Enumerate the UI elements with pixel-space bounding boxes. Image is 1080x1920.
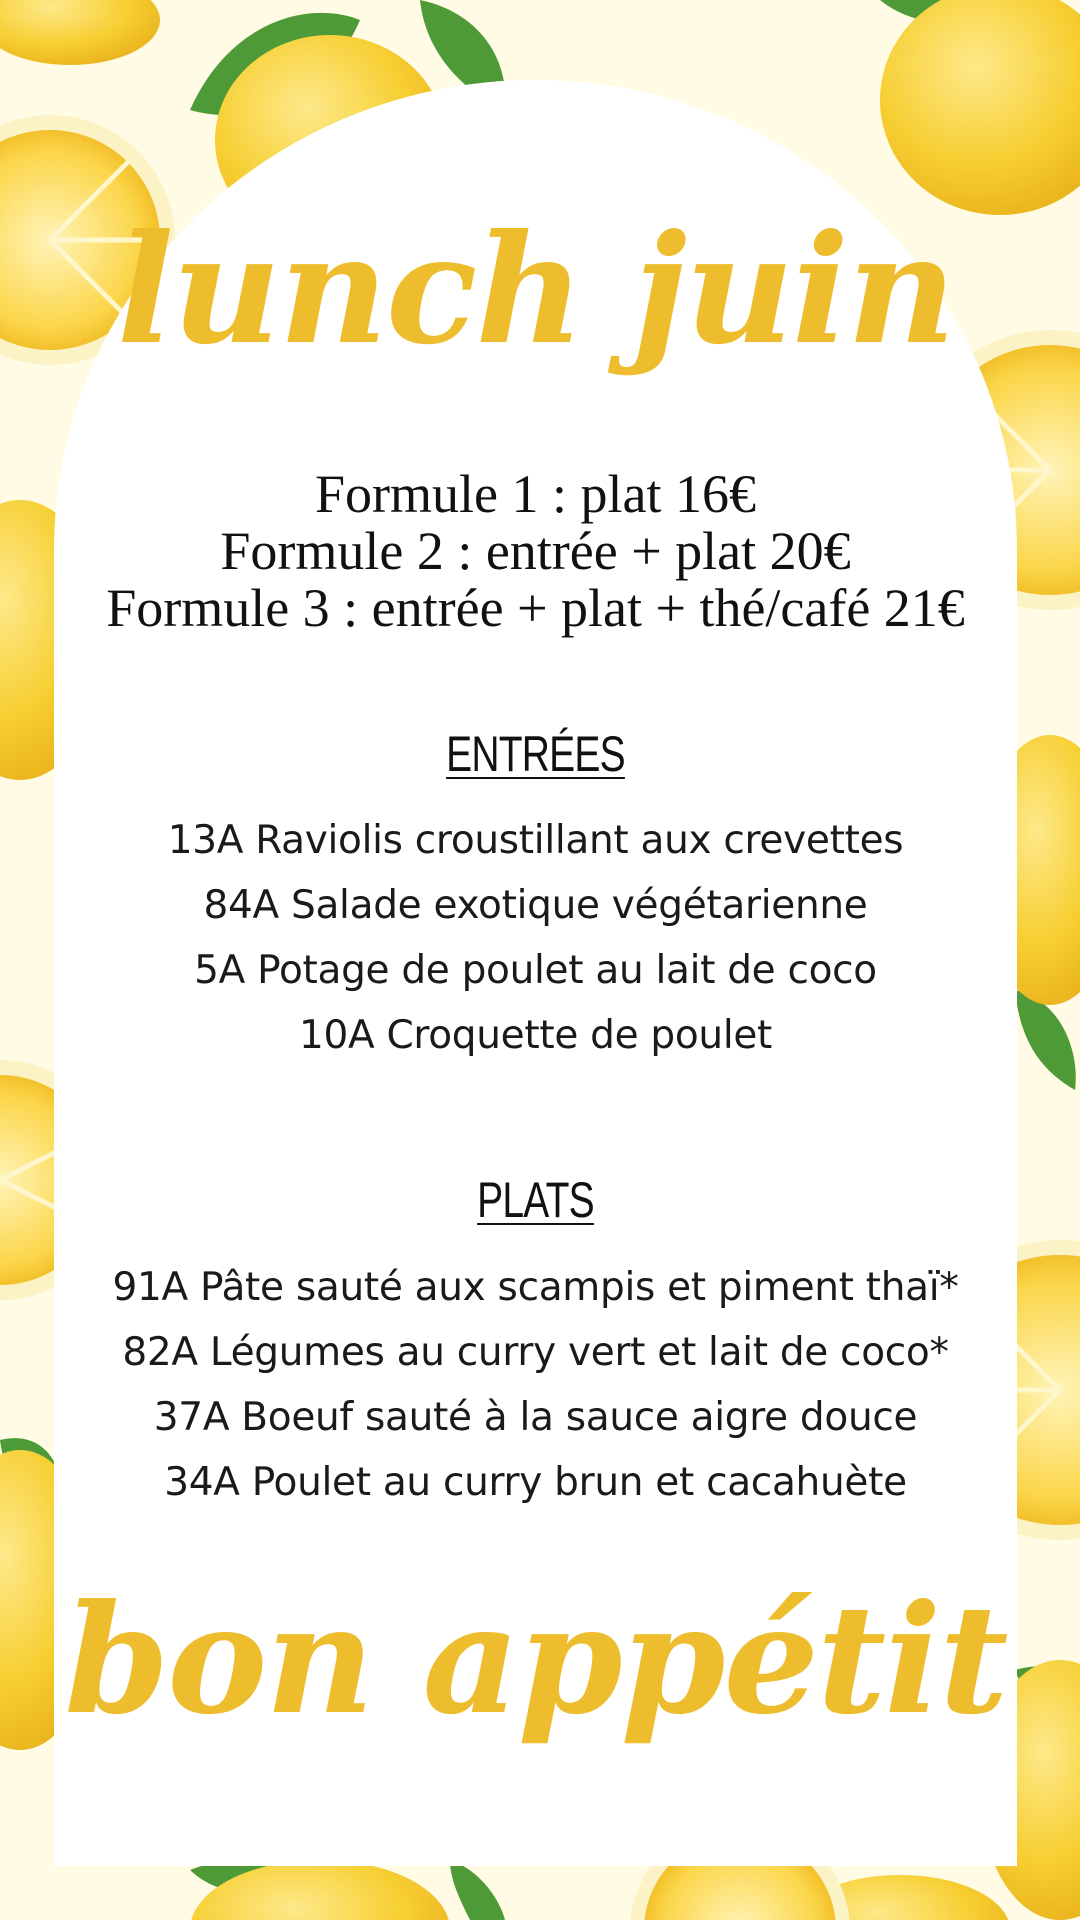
- menu-title: lunch juin: [116, 202, 955, 378]
- formula-item: Formule 2 : entrée + plat 20€: [220, 521, 851, 581]
- list-item: 82A Légumes au curry vert et lait de coco*: [122, 1330, 949, 1375]
- list-item: 84A Salade exotique végétarienne: [203, 883, 868, 928]
- list-item: 37A Boeuf sauté à la sauce aigre douce: [153, 1395, 918, 1440]
- entrees-heading: ENTRÉES: [446, 726, 625, 782]
- plats-heading: PLATS: [477, 1172, 594, 1228]
- plats-list: [54, 1255, 1017, 1515]
- formula-list: [54, 466, 1017, 637]
- list-item: 5A Potage de poulet au lait de coco: [194, 948, 877, 993]
- list-item: 10A Croquette de poulet: [298, 1013, 773, 1058]
- formula-item: Formule 1 : plat 16€: [315, 464, 756, 524]
- list-item: 34A Poulet au curry brun et cacahuète: [164, 1460, 907, 1505]
- entrees-list: [54, 808, 1017, 1068]
- list-item: 91A Pâte sauté aux scampis et piment thaï*: [112, 1265, 959, 1310]
- footer-greeting: bon appétit: [64, 1572, 1007, 1748]
- formula-item: Formule 3 : entrée + plat + thé/café 21€: [106, 578, 965, 638]
- list-item: 13A Raviolis croustillant aux crevettes: [167, 818, 904, 863]
